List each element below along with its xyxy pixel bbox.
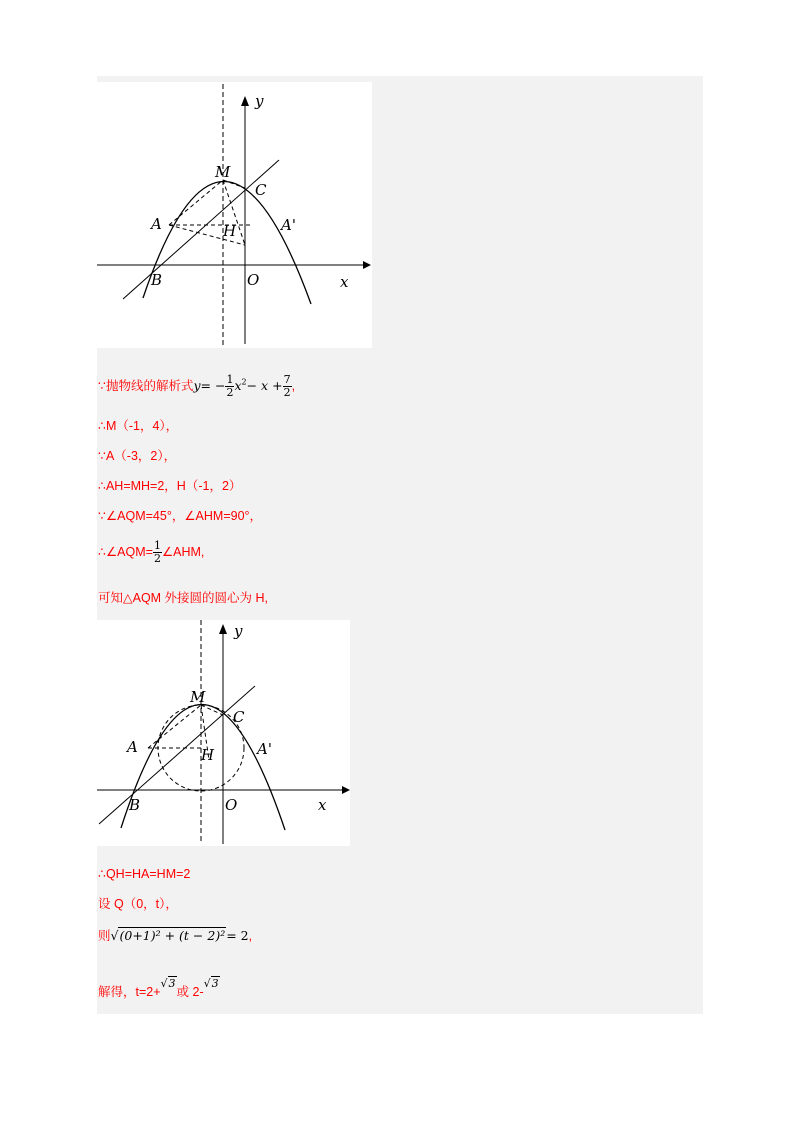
- figure-parabola-2: [97, 620, 350, 846]
- label-a-prime: A': [257, 740, 272, 758]
- eq-minus: = −: [200, 377, 226, 393]
- text-solution-prefix: 解得，t=2+: [98, 985, 161, 999]
- line-ah-mh: ∴AH=MH=2，H（-1，2）: [98, 479, 242, 493]
- line-circumcenter: 可知△AQM 外接圆的圆心为 H,: [98, 591, 269, 605]
- line-angles: ∵∠AQM=45°，∠AHM=90°，: [98, 509, 263, 523]
- label-y: y: [234, 622, 243, 640]
- frac-den: 2: [153, 552, 161, 565]
- parabola: [121, 704, 285, 830]
- label-a-prime: A': [281, 216, 296, 234]
- fraction-seven-halves: [283, 374, 292, 399]
- text-or: 或 2-: [176, 985, 204, 999]
- label-h: H: [201, 746, 215, 764]
- eq-y: y: [193, 377, 201, 393]
- frac-den: 2: [226, 386, 234, 399]
- label-b: B: [151, 271, 163, 289]
- graph-2: [97, 620, 350, 846]
- label-o: O: [225, 796, 238, 814]
- line-solution: [98, 977, 220, 1001]
- text-comma: ,: [248, 929, 253, 943]
- figure-parabola-1: [97, 82, 372, 348]
- label-c: C: [255, 181, 267, 199]
- line-a-coord: ∵A（-3，2），: [98, 449, 177, 463]
- label-y: y: [255, 92, 264, 110]
- x-axis-arrow: [363, 261, 371, 269]
- graph-1: [97, 82, 372, 348]
- label-c: C: [233, 708, 245, 726]
- eq-equals-two: = 2: [226, 928, 249, 943]
- sqrt-three-1: √3: [160, 977, 176, 990]
- line-angle-half: [98, 540, 204, 565]
- x-axis-arrow: [342, 786, 350, 794]
- frac-num: 7: [283, 373, 291, 386]
- label-a: A: [127, 738, 138, 756]
- label-a: A: [151, 215, 162, 233]
- seg-am: [148, 705, 201, 748]
- label-o: O: [247, 271, 260, 289]
- parabola: [143, 181, 311, 304]
- seg-am: [169, 180, 223, 225]
- frac-den: 2: [283, 386, 291, 399]
- text-comma: ,: [291, 378, 296, 393]
- label-b: B: [129, 796, 141, 814]
- text-equation-prefix: ∵抛物线的解析式: [98, 378, 194, 393]
- radicand: 3: [168, 977, 176, 990]
- eq-rest: − x +: [246, 377, 283, 393]
- line-m-coord: ∴M（-1，4），: [98, 419, 179, 433]
- radicand: (0+1)² + (t − 2)²: [119, 928, 226, 943]
- label-m: M: [190, 688, 206, 706]
- eq-x: x: [234, 377, 242, 393]
- fraction-half: [153, 540, 162, 565]
- label-x: x: [318, 796, 327, 814]
- frac-num: 1: [153, 539, 161, 552]
- label-m: M: [215, 163, 231, 181]
- sqrt-three-2: √3: [203, 977, 219, 990]
- line-set-q: 设 Q（0，t），: [98, 897, 178, 911]
- label-x: x: [340, 273, 349, 291]
- line-parabola-equation: [98, 374, 295, 399]
- text-then: 则: [98, 929, 111, 943]
- line-qh-equal: ∴QH=HA=HM=2: [98, 867, 191, 881]
- y-axis-arrow: [219, 624, 227, 634]
- y-axis-arrow: [241, 96, 249, 106]
- sqrt-expression: √(0+1)² + (t − 2)²: [110, 928, 226, 943]
- line-distance-equation: [98, 928, 252, 944]
- text-angle-suffix: ∠AHM,: [161, 544, 205, 559]
- text-angle-prefix: ∴∠AQM=: [98, 544, 153, 559]
- eq-exponent: 2: [241, 377, 247, 387]
- label-h: H: [223, 222, 237, 240]
- frac-num: 1: [226, 373, 234, 386]
- radicand: 3: [211, 977, 219, 990]
